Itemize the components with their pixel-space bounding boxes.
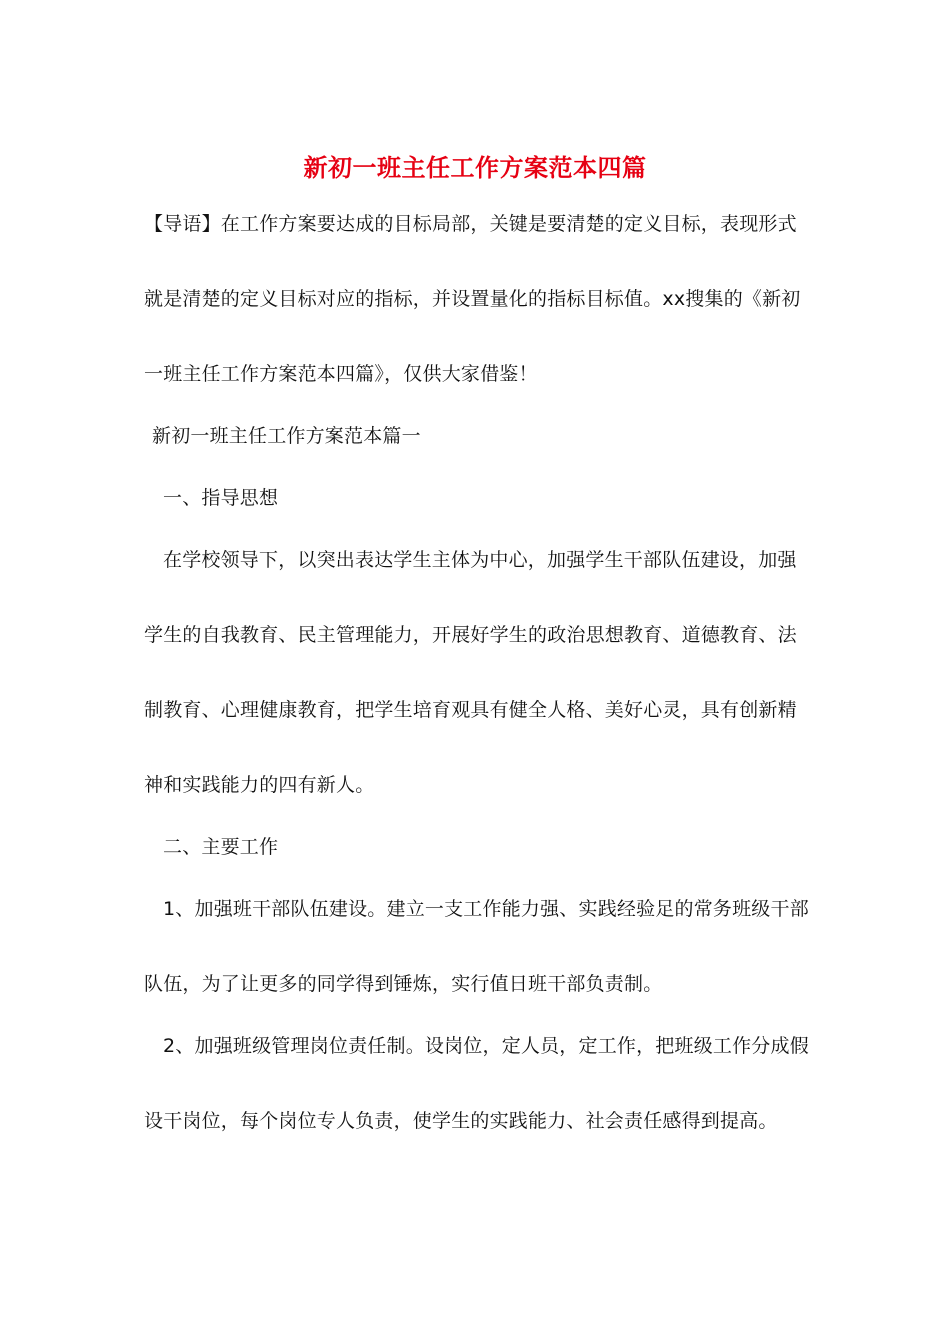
- item-2-line-2: 设干岗位，每个岗位专人负责，使学生的实践能力、社会责任感得到提高。: [144, 1110, 778, 1132]
- paragraph-line-3: 制教育、心理健康教育，把学生培育观具有健全人格、美好心灵，具有创新精: [144, 699, 797, 721]
- paragraph-line-4: 神和实践能力的四有新人。: [144, 774, 375, 796]
- item-1-line-2: 队伍，为了让更多的同学得到锤炼，实行值日班干部负责制。: [144, 973, 663, 995]
- item-1-line-1: 1、加强班干部队伍建设。建立一支工作能力强、实践经验足的常务班级干部: [163, 898, 809, 920]
- section-heading-part-one: 新初一班主任工作方案范本篇一: [152, 425, 421, 447]
- paragraph-line-2: 学生的自我教育、民主管理能力，开展好学生的政治思想教育、道德教育、法: [144, 624, 797, 646]
- paragraph-line-1: 在学校领导下，以突出表达学生主体为中心，加强学生干部队伍建设，加强: [163, 549, 797, 571]
- heading-guiding-thought: 一、指导思想: [163, 487, 279, 509]
- heading-main-work: 二、主要工作: [163, 836, 279, 858]
- intro-line-1: 【导语】在工作方案要达成的目标局部，关键是要清楚的定义目标，表现形式: [144, 213, 797, 235]
- document-title: 新初一班主任工作方案范本四篇: [303, 153, 647, 182]
- intro-line-3: 一班主任工作方案范本四篇》，仅供大家借鉴！: [144, 363, 538, 385]
- intro-line-2: 就是清楚的定义目标对应的指标，并设置量化的指标目标值。xx搜集的《新初: [144, 288, 801, 310]
- item-2-line-1: 2、加强班级管理岗位责任制。设岗位，定人员，定工作，把班级工作分成假: [163, 1035, 809, 1057]
